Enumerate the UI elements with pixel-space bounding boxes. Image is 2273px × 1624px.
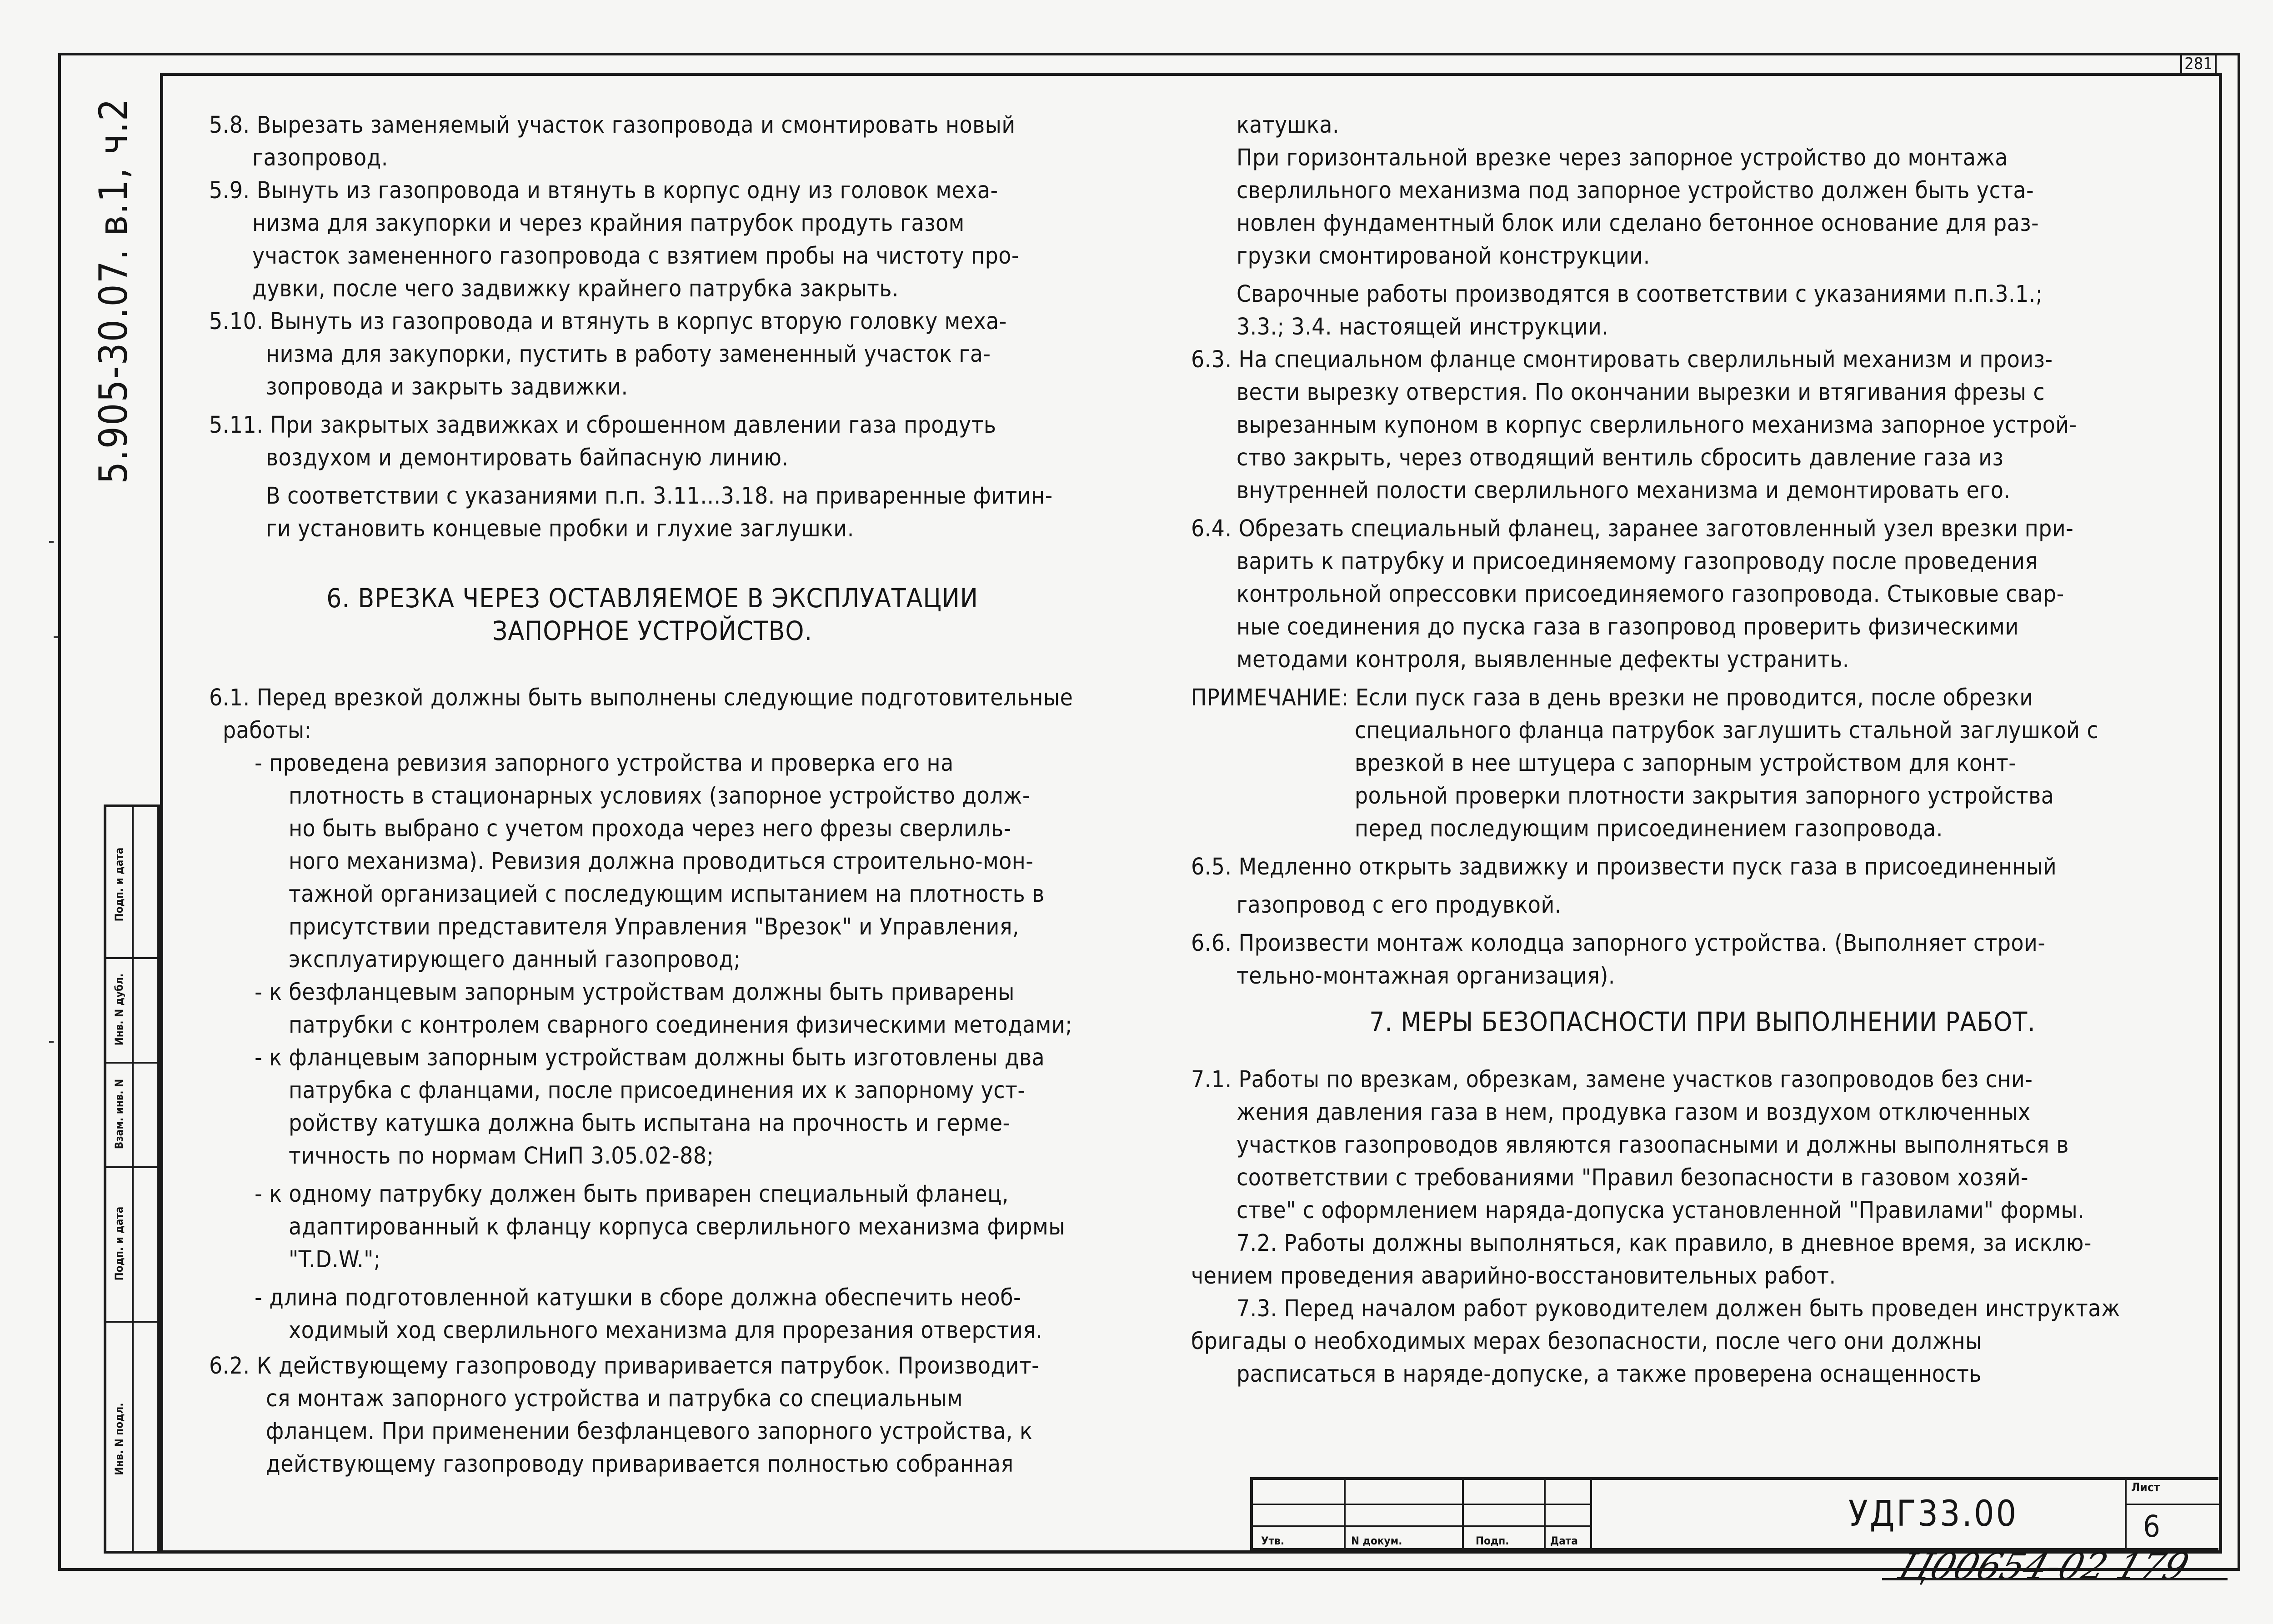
- text-line: газопровод.: [252, 145, 388, 171]
- text-line: чением проведения аварийно-восстановительных работ.: [1191, 1263, 1836, 1289]
- text-line: ходимый ход сверлильного механизма для прорезания отверстия.: [289, 1317, 1043, 1344]
- text-line: 6.5. Медленно открыть задвижку и произвести пуск газа в присоединенный: [1191, 854, 2057, 880]
- text-line: эксплуатирующего данный газопровод;: [289, 946, 741, 973]
- text-line: "T.D.W.";: [289, 1246, 381, 1273]
- handwritten-archive-number: Ц00654-02 179: [1893, 1545, 2194, 1588]
- text-line: соответствии с требованиями "Правил безопасности в газовом хозяй-: [1237, 1164, 2029, 1191]
- scan-mark: [54, 636, 58, 638]
- text-line: ного механизма). Ревизия должна проводиться строительно-мон-: [289, 848, 1034, 875]
- text-line: низма для закупорки, пустить в работу замененный участок га-: [266, 341, 991, 368]
- text-line: контрольной опрессовки присоединяемого газопровода. Стыковые свар-: [1237, 581, 2064, 608]
- text-line: - проведена ревизия запорного устройства и проверка его на: [255, 750, 954, 777]
- text-line: плотность в стационарных условиях (запорное устройство долж-: [289, 783, 1030, 810]
- document-code-vertical: 5.905-30.07. в.1, ч.2: [91, 98, 136, 484]
- text-line: тажной организацией с последующим испытанием на плотность в: [289, 881, 1045, 908]
- title-block-row: [2125, 1504, 2221, 1505]
- column-header: Подп.: [1476, 1534, 1509, 1547]
- text-line: варить к патрубку и присоединяемому газопроводу после проведения: [1237, 548, 2038, 575]
- stamp-row-divider: [106, 1062, 157, 1064]
- text-line: 6.6. Произвести монтаж колодца запорного устройства. (Выполняет строи-: [1191, 930, 2046, 957]
- stamp-row-divider: [106, 1166, 157, 1168]
- text-line: 6.4. Обрезать специальный фланец, заранее заготовленный узел врезки при-: [1191, 515, 2074, 542]
- text-line: 3.3.; 3.4. настоящей инструкции.: [1237, 314, 1609, 340]
- text-line: - к одному патрубку должен быть приварен специальный фланец,: [255, 1181, 1009, 1208]
- column-header: Дата: [1550, 1534, 1578, 1547]
- note-line: ПРИМЕЧАНИЕ: Если пуск газа в день врезки не проводится, после обрезки: [1191, 685, 2033, 711]
- text-line: ство закрыть, через отводящий вентиль сбросить давление газа из: [1237, 445, 2004, 471]
- stamp-row-divider: [106, 957, 157, 959]
- scan-mark: [49, 1041, 54, 1043]
- text-line: 5.10. Вынуть из газопровода и втянуть в корпус вторую головку меха-: [209, 308, 1007, 335]
- text-line: участков газопроводов являются газоопасными и должны выполняться в: [1237, 1132, 2069, 1159]
- text-line: - к фланцевым запорным устройствам должны быть изготовлены два: [255, 1044, 1045, 1071]
- text-line: 5.11. При закрытых задвижках и сброшенном давлении газа продуть: [209, 412, 996, 439]
- column-header: N докум.: [1351, 1534, 1402, 1547]
- text-line: При горизонтальной врезке через запорное устройство до монтажа: [1237, 145, 2008, 171]
- text-line: бригады о необходимых мерах безопасности, после чего они должны: [1191, 1328, 1982, 1355]
- title-block-row: [1253, 1525, 1590, 1527]
- note-line: врезкой в нее штуцера с запорным устройством для конт-: [1355, 750, 2017, 777]
- text-line: ные соединения до пуска газа в газопровод проверить физическими: [1237, 614, 2019, 640]
- text-line: 5.9. Вынуть из газопровода и втянуть в корпус одну из головок меха-: [209, 177, 998, 204]
- text-line: вести вырезку отверстия. По окончании вырезки и втягивания фрезы с: [1237, 379, 2045, 406]
- text-line: катушка.: [1237, 112, 1340, 139]
- stamp-label: Подп. и дата: [113, 1206, 125, 1281]
- stamp-column-divider: [132, 807, 134, 1551]
- stamp-row-divider: [106, 1321, 157, 1323]
- text-line: 7.1. Работы по врезкам, обрезкам, замене участков газопроводов без сни-: [1191, 1066, 2033, 1093]
- text-line: Сварочные работы производятся в соответствии с указаниями п.п.3.1.;: [1237, 281, 2043, 308]
- title-block-divider: [1544, 1480, 1546, 1548]
- text-line: работы:: [223, 717, 312, 744]
- title-block-divider: [1344, 1480, 1346, 1548]
- text-line: ся монтаж запорного устройства и патрубка со специальным: [266, 1385, 963, 1412]
- handwritten-underline: [1882, 1578, 2228, 1580]
- text-line: 6.2. К действующему газопроводу приваривается патрубок. Производит-: [209, 1353, 1040, 1379]
- sheet-number: 6: [2143, 1509, 2160, 1544]
- text-line: В соответствии с указаниями п.п. 3.11...3.18. на приваренные фитин-: [266, 483, 1053, 510]
- document-code: УДГ33.00: [1848, 1494, 2018, 1534]
- text-line: дувки, после чего задвижку крайнего патрубка закрыть.: [252, 275, 899, 302]
- text-line: 7.2. Работы должны выполняться, как правило, в дневное время, за исклю-: [1237, 1230, 2092, 1257]
- title-block-divider: [1462, 1480, 1464, 1548]
- text-line: тичность по нормам СНиП 3.05.02-88;: [289, 1143, 714, 1169]
- text-line: внутренней полости сверлильного механизма и демонтировать его.: [1237, 477, 2011, 504]
- text-line: 6.3. На специальном фланце смонтировать сверлильный механизм и произ-: [1191, 346, 2053, 373]
- text-line: - длина подготовленной катушки в сборе должна обеспечить необ-: [255, 1284, 1021, 1311]
- note-line: рольной проверки плотности закрытия запорного устройства: [1355, 783, 2054, 810]
- text-line: адаптированный к фланцу корпуса сверлильного механизма фирмы: [289, 1214, 1065, 1240]
- text-line: низма для закупорки и через крайния патрубок продуть газом: [252, 210, 965, 237]
- sheet-label: Лист: [2131, 1481, 2160, 1494]
- column-header: Утв.: [1261, 1534, 1285, 1547]
- title-block: [1250, 1477, 2218, 1551]
- title-block-divider: [2125, 1480, 2127, 1548]
- text-line: 6.1. Перед врезкой должны быть выполнены следующие подготовительные: [209, 685, 1073, 711]
- page-number-top: 281: [2180, 54, 2217, 75]
- text-line: газопровод с его продувкой.: [1237, 892, 1562, 919]
- text-line: патрубка с фланцами, после присоединения их к запорному уст-: [289, 1077, 1026, 1104]
- title-block-divider: [1590, 1480, 1592, 1548]
- stamp-label: Инв. N подл.: [113, 1403, 125, 1475]
- text-line: ройству катушка должна быть испытана на прочность и герме-: [289, 1110, 1011, 1137]
- title-block-row: [1253, 1504, 1590, 1505]
- text-line: вырезанным купоном в корпус сверлильного механизма запорное устрой-: [1237, 412, 2077, 439]
- text-line: 7.3. Перед началом работ руководителем должен быть проведен инструктаж: [1237, 1295, 2120, 1322]
- stamp-label: Подп. и дата: [113, 847, 125, 922]
- text-line: методами контроля, выявленные дефекты устранить.: [1237, 646, 1849, 673]
- section-heading: ЗАПОРНОЕ УСТРОЙСТВО.: [492, 615, 813, 646]
- note-line: перед последующим присоединением газопровода.: [1355, 815, 1943, 842]
- text-line: расписаться в наряде-допуске, а также проверена оснащенность: [1237, 1361, 1982, 1388]
- text-line: новлен фундаментный блок или сделано бетонное основание для раз-: [1237, 210, 2039, 237]
- text-line: воздухом и демонтировать байпасную линию.: [266, 445, 789, 471]
- text-line: сверлильного механизма под запорное устройство должен быть уста-: [1237, 177, 2034, 204]
- text-line: - к безфланцевым запорным устройствам должны быть приварены: [255, 979, 1015, 1006]
- text-line: патрубки с контролем сварного соединения физическими методами;: [289, 1012, 1073, 1039]
- text-line: участок замененного газопровода с взятием пробы на чистоту про-: [252, 243, 1019, 270]
- text-line: грузки смонтированой конструкции.: [1237, 243, 1650, 270]
- scan-mark: [49, 541, 54, 543]
- text-line: 5.8. Вырезать заменяемый участок газопровода и смонтировать новый: [209, 112, 1016, 139]
- note-line: специального фланца патрубок заглушить стальной заглушкой с: [1355, 717, 2099, 744]
- stamp-label: Инв. N дубл.: [113, 973, 125, 1046]
- text-line: тельно-монтажная организация).: [1237, 963, 1615, 989]
- text-line: но быть выбрано с учетом прохода через него фрезы сверлиль-: [289, 815, 1011, 842]
- text-line: действующему газопроводу приваривается полностью собранная: [266, 1451, 1014, 1478]
- text-line: присутствии представителя Управления "Врезок" и Управления,: [289, 914, 1019, 940]
- text-line: фланцем. При применении безфланцевого запорного устройства, к: [266, 1418, 1033, 1445]
- text-line: ги установить концевые пробки и глухие заглушки.: [266, 515, 854, 542]
- text-line: зопровода и закрыть задвижки.: [266, 374, 628, 400]
- stamp-label: Взам. инв. N: [113, 1079, 125, 1149]
- section-heading: 6. ВРЕЗКА ЧЕРЕЗ ОСТАВЛЯЕМОЕ В ЭКСПЛУАТАЦИИ: [326, 583, 978, 614]
- text-line: стве" с оформлением наряда-допуска установленной "Правилами" формы.: [1237, 1197, 2085, 1224]
- side-approval-stamp: [104, 805, 160, 1554]
- section-heading: 7. МЕРЫ БЕЗОПАСНОСТИ ПРИ ВЫПОЛНЕНИИ РАБОТ.: [1369, 1006, 2036, 1037]
- text-line: жения давления газа в нем, продувка газом и воздухом отключенных: [1237, 1099, 2031, 1126]
